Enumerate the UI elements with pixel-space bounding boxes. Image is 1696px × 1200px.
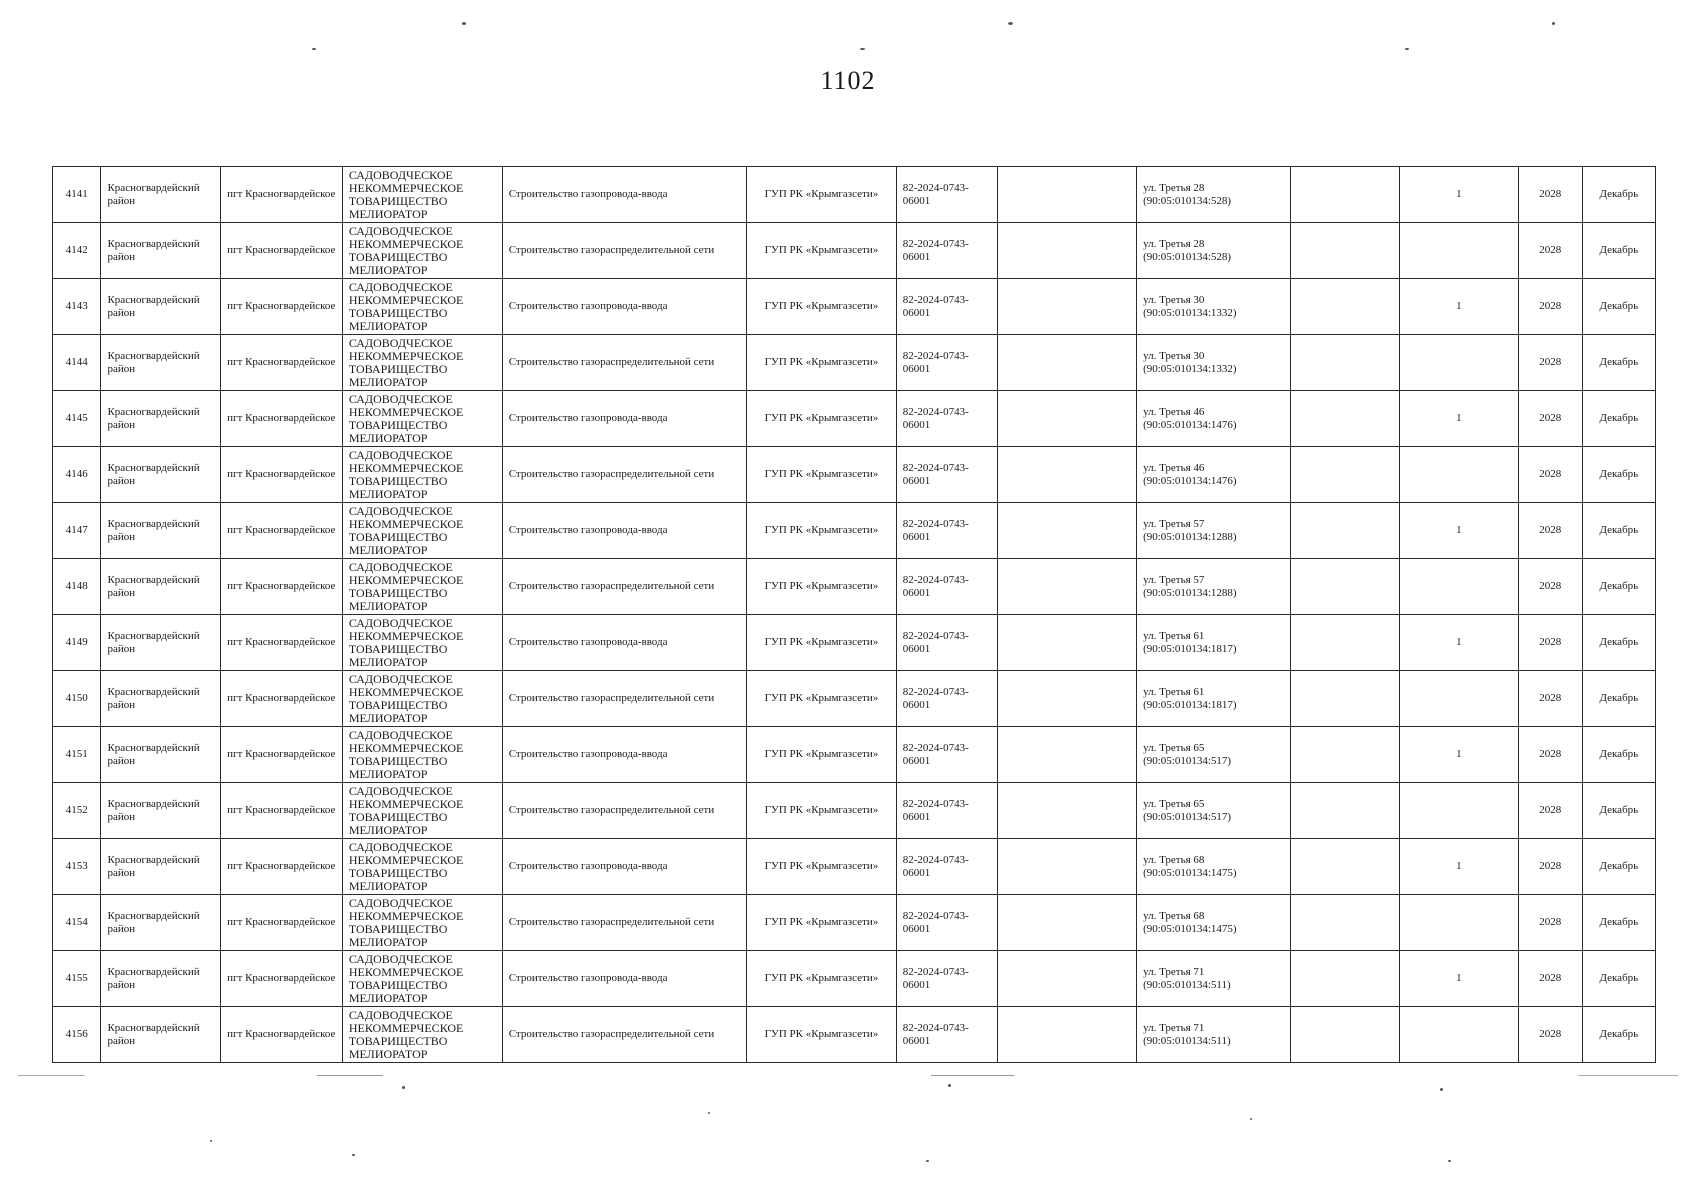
address-cell: ул. Третья 46 (90:05:010134:1476) [1137,391,1291,447]
work-type-cell: Строительство газораспределительной сети [502,671,746,727]
row-number: 4151 [53,727,101,783]
empty-cell [997,727,1136,783]
work-type-cell: Строительство газопровода-ввода [502,167,746,223]
registry-number-cell: 82-2024-0743-06001 [896,335,997,391]
settlement-cell: пгт Красногвардейское [221,951,343,1007]
executor-cell: ГУП РК «Крымгазсети» [747,279,897,335]
quantity-cell: 1 [1400,391,1519,447]
address-cell: ул. Третья 68 (90:05:010134:1475) [1137,895,1291,951]
work-type-cell: Строительство газораспределительной сети [502,223,746,279]
row-number: 4144 [53,335,101,391]
organization-cell: САДОВОДЧЕСКОЕ НЕКОММЕРЧЕСКОЕ ТОВАРИЩЕСТВО МЕЛИОРАТОР [342,1007,502,1063]
registry-number-cell: 82-2024-0743-06001 [896,895,997,951]
table-row [53,839,1656,895]
address-cell: ул. Третья 61 (90:05:010134:1817) [1137,615,1291,671]
month-cell: Декабрь [1582,895,1655,951]
registry-table [52,166,1656,1063]
settlement-cell: пгт Красногвардейское [221,391,343,447]
table-row [53,167,1656,223]
empty-cell [1290,335,1399,391]
row-number: 4141 [53,167,101,223]
row-number: 4153 [53,839,101,895]
row-number: 4149 [53,615,101,671]
registry-number-cell: 82-2024-0743-06001 [896,279,997,335]
settlement-cell: пгт Красногвардейское [221,335,343,391]
organization-cell: САДОВОДЧЕСКОЕ НЕКОММЕРЧЕСКОЕ ТОВАРИЩЕСТВО МЕЛИОРАТОР [342,223,502,279]
quantity-cell: 1 [1400,167,1519,223]
empty-cell [997,783,1136,839]
district-cell: Красногвардейский район [101,895,221,951]
organization-cell: САДОВОДЧЕСКОЕ НЕКОММЕРЧЕСКОЕ ТОВАРИЩЕСТВО МЕЛИОРАТОР [342,447,502,503]
table-body [53,167,1656,1063]
organization-cell: САДОВОДЧЕСКОЕ НЕКОММЕРЧЕСКОЕ ТОВАРИЩЕСТВО МЕЛИОРАТОР [342,335,502,391]
organization-cell: САДОВОДЧЕСКОЕ НЕКОММЕРЧЕСКОЕ ТОВАРИЩЕСТВО МЕЛИОРАТОР [342,951,502,1007]
executor-cell: ГУП РК «Крымгазсети» [747,951,897,1007]
year-cell: 2028 [1518,783,1582,839]
table-row [53,223,1656,279]
scan-speck [860,48,865,50]
work-type-cell: Строительство газопровода-ввода [502,727,746,783]
empty-cell [1290,895,1399,951]
registry-number-cell: 82-2024-0743-06001 [896,167,997,223]
executor-cell: ГУП РК «Крымгазсети» [747,447,897,503]
address-cell: ул. Третья 28 (90:05:010134:528) [1137,167,1291,223]
empty-cell [1290,447,1399,503]
settlement-cell: пгт Красногвардейское [221,447,343,503]
table-row [53,391,1656,447]
organization-cell: САДОВОДЧЕСКОЕ НЕКОММЕРЧЕСКОЕ ТОВАРИЩЕСТВО МЕЛИОРАТОР [342,615,502,671]
executor-cell: ГУП РК «Крымгазсети» [747,615,897,671]
row-number: 4148 [53,559,101,615]
address-cell: ул. Третья 28 (90:05:010134:528) [1137,223,1291,279]
district-cell: Красногвардейский район [101,447,221,503]
settlement-cell: пгт Красногвардейское [221,671,343,727]
row-number: 4147 [53,503,101,559]
empty-cell [997,951,1136,1007]
registry-number-cell: 82-2024-0743-06001 [896,503,997,559]
scan-speck [948,1084,951,1087]
year-cell: 2028 [1518,391,1582,447]
empty-cell [997,279,1136,335]
month-cell: Декабрь [1582,391,1655,447]
settlement-cell: пгт Красногвардейское [221,223,343,279]
district-cell: Красногвардейский район [101,615,221,671]
month-cell: Декабрь [1582,839,1655,895]
empty-cell [997,391,1136,447]
empty-cell [997,335,1136,391]
month-cell: Декабрь [1582,671,1655,727]
month-cell: Декабрь [1582,783,1655,839]
address-cell: ул. Третья 71 (90:05:010134:511) [1137,1007,1291,1063]
table-row [53,335,1656,391]
month-cell: Декабрь [1582,223,1655,279]
executor-cell: ГУП РК «Крымгазсети» [747,895,897,951]
settlement-cell: пгт Красногвардейское [221,615,343,671]
organization-cell: САДОВОДЧЕСКОЕ НЕКОММЕРЧЕСКОЕ ТОВАРИЩЕСТВО МЕЛИОРАТОР [342,671,502,727]
row-number: 4155 [53,951,101,1007]
registry-number-cell: 82-2024-0743-06001 [896,951,997,1007]
quantity-cell [1400,1007,1519,1063]
executor-cell: ГУП РК «Крымгазсети» [747,391,897,447]
empty-cell [997,895,1136,951]
month-cell: Декабрь [1582,167,1655,223]
quantity-cell: 1 [1400,951,1519,1007]
executor-cell: ГУП РК «Крымгазсети» [747,671,897,727]
executor-cell: ГУП РК «Крымгазсети» [747,559,897,615]
scan-speck [1250,1118,1252,1120]
district-cell: Красногвардейский район [101,503,221,559]
quantity-cell [1400,447,1519,503]
registry-number-cell: 82-2024-0743-06001 [896,1007,997,1063]
quantity-cell [1400,223,1519,279]
empty-cell [997,167,1136,223]
table-row [53,615,1656,671]
scan-speck [462,22,466,25]
table-row [53,951,1656,1007]
table-row [53,447,1656,503]
year-cell: 2028 [1518,951,1582,1007]
scan-speck [1552,22,1555,25]
settlement-cell: пгт Красногвардейское [221,895,343,951]
organization-cell: САДОВОДЧЕСКОЕ НЕКОММЕРЧЕСКОЕ ТОВАРИЩЕСТВО МЕЛИОРАТОР [342,167,502,223]
year-cell: 2028 [1518,223,1582,279]
month-cell: Декабрь [1582,615,1655,671]
work-type-cell: Строительство газораспределительной сети [502,895,746,951]
scan-edge-line [18,1075,1678,1076]
empty-cell [997,839,1136,895]
empty-cell [997,671,1136,727]
executor-cell: ГУП РК «Крымгазсети» [747,167,897,223]
row-number: 4145 [53,391,101,447]
registry-number-cell: 82-2024-0743-06001 [896,559,997,615]
scan-speck [352,1154,355,1156]
address-cell: ул. Третья 57 (90:05:010134:1288) [1137,503,1291,559]
district-cell: Красногвардейский район [101,335,221,391]
empty-cell [1290,279,1399,335]
row-number: 4143 [53,279,101,335]
address-cell: ул. Третья 65 (90:05:010134:517) [1137,783,1291,839]
scan-speck [312,48,316,50]
scan-speck [402,1086,405,1089]
empty-cell [997,223,1136,279]
work-type-cell: Строительство газопровода-ввода [502,615,746,671]
row-number: 4146 [53,447,101,503]
registry-number-cell: 82-2024-0743-06001 [896,839,997,895]
settlement-cell: пгт Красногвардейское [221,503,343,559]
year-cell: 2028 [1518,167,1582,223]
year-cell: 2028 [1518,447,1582,503]
quantity-cell [1400,895,1519,951]
table-row [53,503,1656,559]
district-cell: Красногвардейский район [101,559,221,615]
month-cell: Декабрь [1582,1007,1655,1063]
quantity-cell: 1 [1400,503,1519,559]
organization-cell: САДОВОДЧЕСКОЕ НЕКОММЕРЧЕСКОЕ ТОВАРИЩЕСТВО МЕЛИОРАТОР [342,839,502,895]
organization-cell: САДОВОДЧЕСКОЕ НЕКОММЕРЧЕСКОЕ ТОВАРИЩЕСТВО МЕЛИОРАТОР [342,559,502,615]
executor-cell: ГУП РК «Крымгазсети» [747,503,897,559]
address-cell: ул. Третья 71 (90:05:010134:511) [1137,951,1291,1007]
empty-cell [1290,1007,1399,1063]
table-row [53,1007,1656,1063]
row-number: 4142 [53,223,101,279]
empty-cell [1290,223,1399,279]
empty-cell [1290,167,1399,223]
settlement-cell: пгт Красногвардейское [221,559,343,615]
empty-cell [1290,839,1399,895]
row-number: 4154 [53,895,101,951]
district-cell: Красногвардейский район [101,1007,221,1063]
row-number: 4156 [53,1007,101,1063]
address-cell: ул. Третья 30 (90:05:010134:1332) [1137,279,1291,335]
quantity-cell: 1 [1400,839,1519,895]
district-cell: Красногвардейский район [101,727,221,783]
year-cell: 2028 [1518,727,1582,783]
empty-cell [1290,951,1399,1007]
district-cell: Красногвардейский район [101,671,221,727]
quantity-cell [1400,335,1519,391]
district-cell: Красногвардейский район [101,783,221,839]
month-cell: Декабрь [1582,727,1655,783]
organization-cell: САДОВОДЧЕСКОЕ НЕКОММЕРЧЕСКОЕ ТОВАРИЩЕСТВО МЕЛИОРАТОР [342,279,502,335]
settlement-cell: пгт Красногвардейское [221,1007,343,1063]
work-type-cell: Строительство газопровода-ввода [502,839,746,895]
registry-number-cell: 82-2024-0743-06001 [896,223,997,279]
table-row [53,783,1656,839]
year-cell: 2028 [1518,559,1582,615]
row-number: 4150 [53,671,101,727]
year-cell: 2028 [1518,839,1582,895]
settlement-cell: пгт Красногвардейское [221,167,343,223]
registry-number-cell: 82-2024-0743-06001 [896,447,997,503]
empty-cell [1290,783,1399,839]
page-number: 1102 [820,66,876,95]
work-type-cell: Строительство газопровода-ввода [502,279,746,335]
work-type-cell: Строительство газораспределительной сети [502,447,746,503]
organization-cell: САДОВОДЧЕСКОЕ НЕКОММЕРЧЕСКОЕ ТОВАРИЩЕСТВО МЕЛИОРАТОР [342,783,502,839]
organization-cell: САДОВОДЧЕСКОЕ НЕКОММЕРЧЕСКОЕ ТОВАРИЩЕСТВО МЕЛИОРАТОР [342,727,502,783]
address-cell: ул. Третья 65 (90:05:010134:517) [1137,727,1291,783]
month-cell: Декабрь [1582,503,1655,559]
executor-cell: ГУП РК «Крымгазсети» [747,727,897,783]
quantity-cell [1400,783,1519,839]
address-cell: ул. Третья 68 (90:05:010134:1475) [1137,839,1291,895]
scan-speck [1008,22,1013,25]
scan-speck [1440,1088,1443,1091]
organization-cell: САДОВОДЧЕСКОЕ НЕКОММЕРЧЕСКОЕ ТОВАРИЩЕСТВО МЕЛИОРАТОР [342,391,502,447]
district-cell: Красногвардейский район [101,391,221,447]
quantity-cell: 1 [1400,279,1519,335]
table-row [53,895,1656,951]
district-cell: Красногвардейский район [101,223,221,279]
quantity-cell [1400,671,1519,727]
empty-cell [997,1007,1136,1063]
address-cell: ул. Третья 30 (90:05:010134:1332) [1137,335,1291,391]
work-type-cell: Строительство газораспределительной сети [502,783,746,839]
year-cell: 2028 [1518,1007,1582,1063]
table-row [53,727,1656,783]
executor-cell: ГУП РК «Крымгазсети» [747,223,897,279]
empty-cell [997,559,1136,615]
table-row [53,279,1656,335]
row-number: 4152 [53,783,101,839]
work-type-cell: Строительство газопровода-ввода [502,951,746,1007]
district-cell: Красногвардейский район [101,951,221,1007]
scan-speck [926,1160,929,1162]
executor-cell: ГУП РК «Крымгазсети» [747,783,897,839]
district-cell: Красногвардейский район [101,279,221,335]
district-cell: Красногвардейский район [101,839,221,895]
month-cell: Декабрь [1582,951,1655,1007]
month-cell: Декабрь [1582,335,1655,391]
year-cell: 2028 [1518,671,1582,727]
registry-number-cell: 82-2024-0743-06001 [896,727,997,783]
registry-number-cell: 82-2024-0743-06001 [896,671,997,727]
year-cell: 2028 [1518,615,1582,671]
registry-number-cell: 82-2024-0743-06001 [896,391,997,447]
quantity-cell: 1 [1400,615,1519,671]
quantity-cell: 1 [1400,727,1519,783]
empty-cell [997,503,1136,559]
month-cell: Декабрь [1582,279,1655,335]
organization-cell: САДОВОДЧЕСКОЕ НЕКОММЕРЧЕСКОЕ ТОВАРИЩЕСТВО МЕЛИОРАТОР [342,503,502,559]
empty-cell [1290,391,1399,447]
executor-cell: ГУП РК «Крымгазсети» [747,1007,897,1063]
quantity-cell [1400,559,1519,615]
year-cell: 2028 [1518,895,1582,951]
organization-cell: САДОВОДЧЕСКОЕ НЕКОММЕРЧЕСКОЕ ТОВАРИЩЕСТВО МЕЛИОРАТОР [342,895,502,951]
executor-cell: ГУП РК «Крымгазсети» [747,335,897,391]
scan-speck [1405,48,1409,50]
work-type-cell: Строительство газораспределительной сети [502,335,746,391]
address-cell: ул. Третья 46 (90:05:010134:1476) [1137,447,1291,503]
empty-cell [997,447,1136,503]
settlement-cell: пгт Красногвардейское [221,839,343,895]
scan-speck [1448,1160,1451,1162]
address-cell: ул. Третья 61 (90:05:010134:1817) [1137,671,1291,727]
empty-cell [997,615,1136,671]
table-row [53,559,1656,615]
settlement-cell: пгт Красногвардейское [221,727,343,783]
year-cell: 2028 [1518,503,1582,559]
scan-speck [708,1112,710,1114]
registry-number-cell: 82-2024-0743-06001 [896,783,997,839]
settlement-cell: пгт Красногвардейское [221,279,343,335]
empty-cell [1290,727,1399,783]
address-cell: ул. Третья 57 (90:05:010134:1288) [1137,559,1291,615]
empty-cell [1290,615,1399,671]
executor-cell: ГУП РК «Крымгазсети» [747,839,897,895]
settlement-cell: пгт Красногвардейское [221,783,343,839]
work-type-cell: Строительство газораспределительной сети [502,1007,746,1063]
empty-cell [1290,559,1399,615]
work-type-cell: Строительство газораспределительной сети [502,559,746,615]
month-cell: Декабрь [1582,559,1655,615]
month-cell: Декабрь [1582,447,1655,503]
registry-number-cell: 82-2024-0743-06001 [896,615,997,671]
empty-cell [1290,503,1399,559]
work-type-cell: Строительство газопровода-ввода [502,503,746,559]
year-cell: 2028 [1518,335,1582,391]
scan-speck [210,1140,212,1142]
work-type-cell: Строительство газопровода-ввода [502,391,746,447]
table-row [53,671,1656,727]
year-cell: 2028 [1518,279,1582,335]
empty-cell [1290,671,1399,727]
district-cell: Красногвардейский район [101,167,221,223]
